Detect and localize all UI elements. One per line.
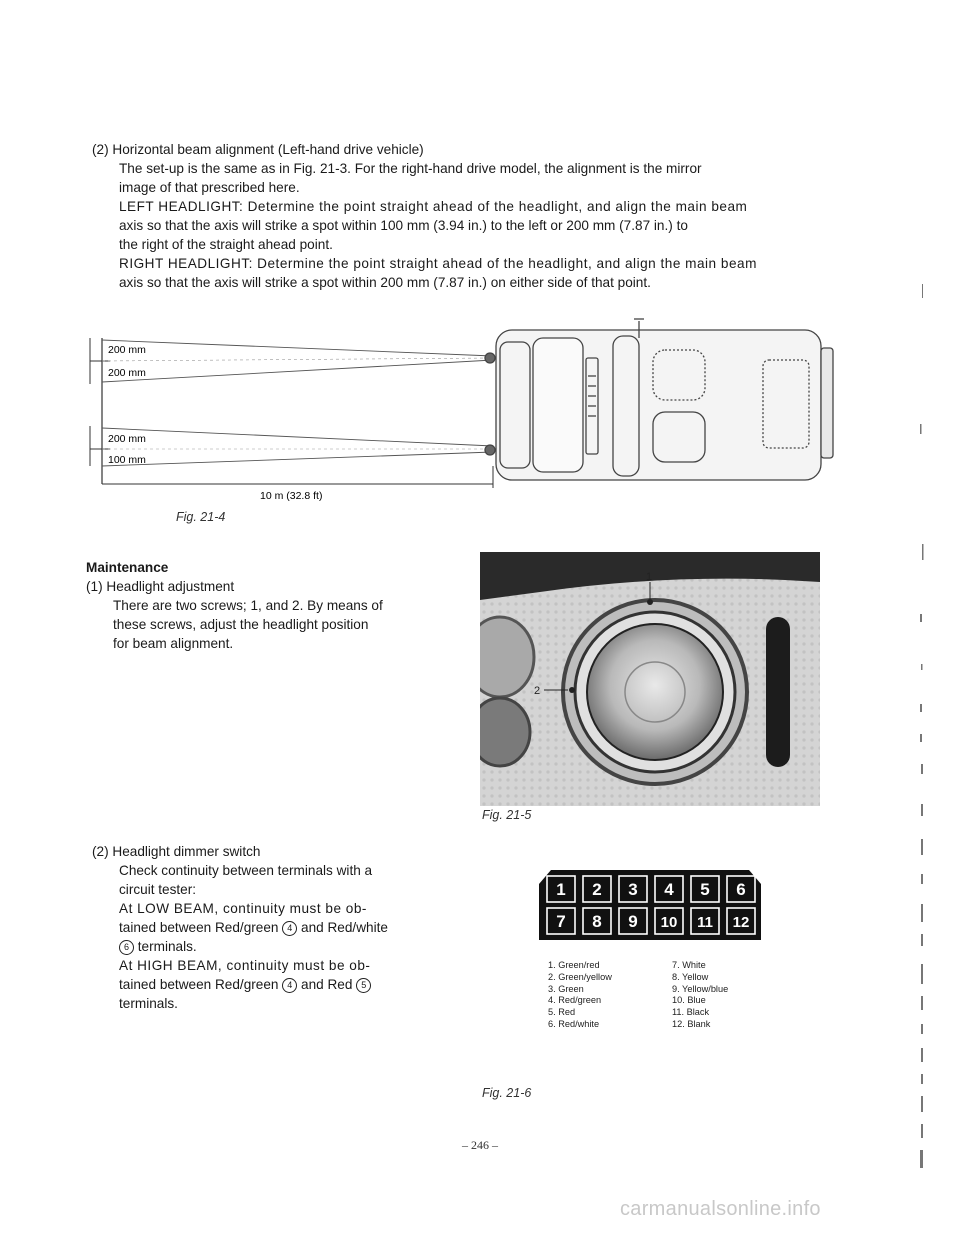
connector-terminal [727,876,755,902]
circled-number: 4 [282,978,297,993]
paragraph-line: The set-up is the same as in Fig. 21-3. For the right-hand drive model, the alignment is the mirror [119,161,702,176]
watermark: carmanualsonline.info [620,1198,821,1220]
legend-item: 7. White [672,960,706,970]
headlight-photo [480,552,820,806]
paragraph-line: the right of the straight ahead point. [119,237,333,252]
paragraph-line: At HIGH BEAM, continuity must be ob- [119,958,371,973]
text-span: terminals. [137,939,197,954]
paragraph-line: LEFT HEADLIGHT: Determine the point straight ahead of the headlight, and align the main beam [119,199,748,214]
paragraph-line: axis so that the axis will strike a spot within 200 mm (7.87 in.) on either side of that point. [119,275,651,290]
circled-number: 4 [282,921,297,936]
connector-terminal [691,876,719,902]
terminal-number: 12 [732,914,750,931]
item-title: (1) Headlight adjustment [86,579,235,594]
connector-terminal [583,876,611,902]
paragraph-line: image of that prescribed here. [119,180,300,195]
figure-21-4 [88,316,848,506]
connector-terminal [619,876,647,902]
paragraph-line: There are two screws; 1, and 2. By means of [113,598,383,613]
page-number: – 246 – [462,1138,498,1152]
terminal-number: 10 [660,914,678,931]
paragraph-line: Check continuity between terminals with a [119,863,373,878]
text-span: tained between Red/green [119,920,279,935]
maintenance-section [86,558,446,653]
legend-item: 8. Yellow [672,971,709,982]
connector-terminal [547,908,575,934]
terminal-number: 2 [592,880,602,899]
circled-number: 6 [119,940,134,955]
terminal-number: 7 [556,912,566,931]
legend-item: 11. Black [672,1007,710,1018]
terminal-number: 9 [628,912,638,931]
connector-terminal [655,908,683,934]
text-span: and Red [301,977,353,992]
figure-caption: Fig. 21-6 [482,1086,532,1100]
beam-label-2: 200 mm [108,367,146,379]
legend-item: 1. Green/red [548,960,600,970]
terminal-number: 8 [592,912,602,931]
legend-item: 10. Blue [672,995,706,1006]
maintenance-heading: Maintenance [86,560,169,575]
terminal-number: 5 [700,880,710,899]
paragraph-line: RIGHT HEADLIGHT: Determine the point straight ahead of the headlight, and align the main beam [119,256,757,271]
connector-terminal [727,908,755,934]
legend-left [548,960,612,1031]
figure-caption: Fig. 21-4 [176,510,226,524]
scan-edge-marks [908,284,936,1174]
terminal-number: 1 [556,880,566,899]
figure-caption: Fig. 21-5 [482,808,532,822]
paragraph-line [92,918,452,937]
legend-item: 3. Green [548,983,584,994]
beam-label-1: 200 mm [108,344,146,356]
distance-label: 10 m (32.8 ft) [260,490,323,502]
vehicle-top-view [485,319,833,480]
legend-item: 2. Green/yellow [548,971,612,982]
dimmer-switch-section [92,842,452,1013]
connector-terminal [583,908,611,934]
paragraph-line: At LOW BEAM, continuity must be ob- [119,901,367,916]
connector-terminal [655,876,683,902]
paragraph-line: axis so that the axis will strike a spot within 100 mm (3.94 in.) to the left or 200 mm (7.87 in.) to [119,218,688,233]
connector-terminal [547,876,575,902]
terminal-number: 3 [628,880,638,899]
legend-item: 12. Blank [672,1018,711,1029]
connector-terminal [619,908,647,934]
paragraph-line: for beam alignment. [113,636,234,651]
horizontal-alignment-section [92,140,812,292]
paragraph-line [92,975,452,994]
paragraph-line: terminals. [119,996,178,1011]
beam-alignment-diagram [88,316,848,506]
callout-1: 1 [646,571,653,583]
paragraph-line: circuit tester: [119,882,197,897]
terminal-number: 4 [664,880,674,899]
beam-label-3: 200 mm [108,433,146,445]
item-title: (2) Headlight dimmer switch [92,844,261,859]
circled-number: 5 [356,978,371,993]
paragraph-line: these screws, adjust the headlight position [113,617,369,632]
text-span: tained between Red/green [119,977,279,992]
connector-terminal [691,908,719,934]
connector-diagram [537,866,763,944]
terminal-number: 6 [736,880,746,899]
paragraph-line [92,937,452,956]
section-heading: (2) Horizontal beam alignment (Left-hand drive vehicle) [92,142,424,157]
callout-2: 2 [534,685,541,697]
text-span: and Red/white [301,920,388,935]
beam-label-4: 100 mm [108,454,146,466]
legend-item: 5. Red [548,1007,576,1018]
legend-item: 6. Red/white [548,1018,600,1029]
legend-right [672,960,728,1031]
legend-item: 9. Yellow/blue [672,983,729,994]
terminal-number: 11 [697,914,713,931]
legend-item: 4. Red/green [548,995,602,1006]
